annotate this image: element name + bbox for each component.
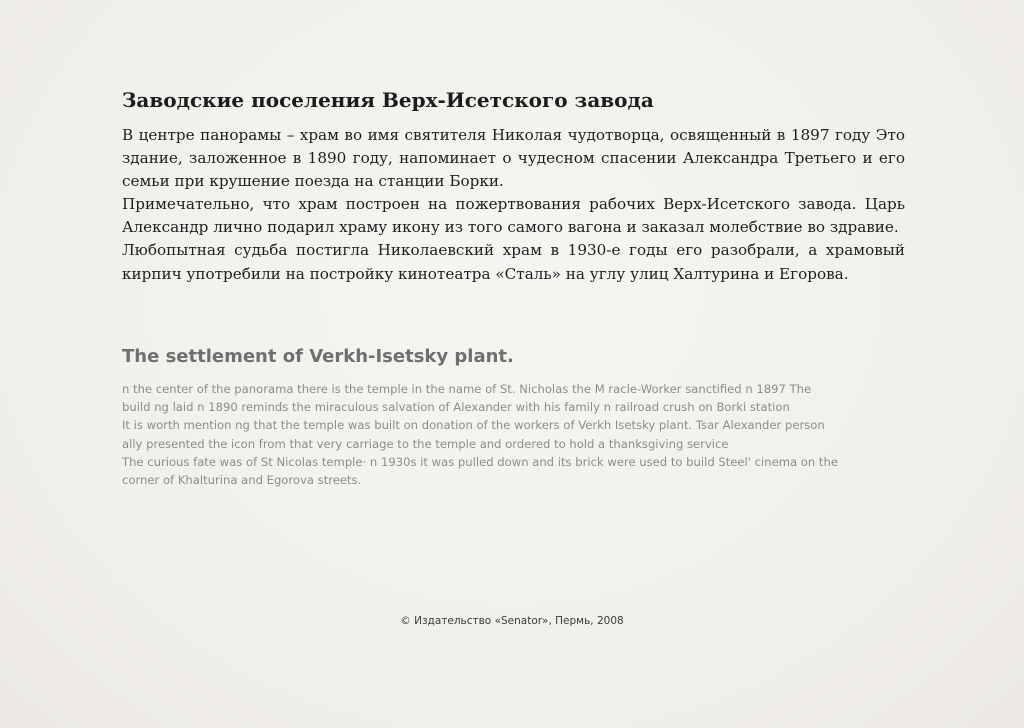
english-line-6: corner of Khalturina and Egorova streets. — [122, 473, 362, 488]
copyright-notice: © Издательство «Senator», Пермь, 2008 — [400, 615, 624, 627]
english-line-5: The curious fate was of St Nicolas temple· n 1930s it was pulled down and its brick were used to build Steel' cinema on the — [122, 454, 838, 469]
english-line-2: build ng laid n 1890 reminds the miraculous salvation of Alexander with his family n railroad crush on Borki station — [122, 400, 790, 415]
english-line-4: ally presented the icon from that very carriage to the temple and ordered to hold a thanksgiving service — [122, 436, 729, 451]
russian-paragraph-1: В центре панорамы – храм во имя святителя Николая чудотворца, освященный в 1897 году Это здание, заложенное в 1890 году, напоминает о чудесном спасении Александра Третьего и его семьи при крушение поезда на станции Борки. — [122, 126, 905, 191]
english-text-block — [122, 380, 906, 489]
russian-text-block — [122, 124, 905, 286]
russian-heading: Заводские поселения Верх-Исетского завода — [122, 88, 654, 112]
russian-paragraph-2: Примечательно, что храм построен на пожертвования рабочих Верх-Исетского завода. Царь Александр лично подарил храму икону из того самого вагона и заказал молебствие во здравие. — [122, 195, 905, 237]
english-line-1: n the center of the panorama there is the temple in the name of St. Nicholas the M racle-Worker sanctified n 1897 The — [122, 382, 812, 396]
russian-paragraph-3: Любопытная судьба постигла Николаевский храм в 1930-е годы его разобрали, а храмовый кирпич употребили на постройку кинотеатра «Сталь» на углу улиц Халтурина и Егорова. — [122, 241, 905, 283]
english-heading: The settlement of Verkh-Isetsky plant. — [122, 346, 514, 367]
english-line-3: It is worth mention ng that the temple was built on donation of the workers of Verkh Isetsky plant. Tsar Alexander person — [122, 418, 825, 433]
